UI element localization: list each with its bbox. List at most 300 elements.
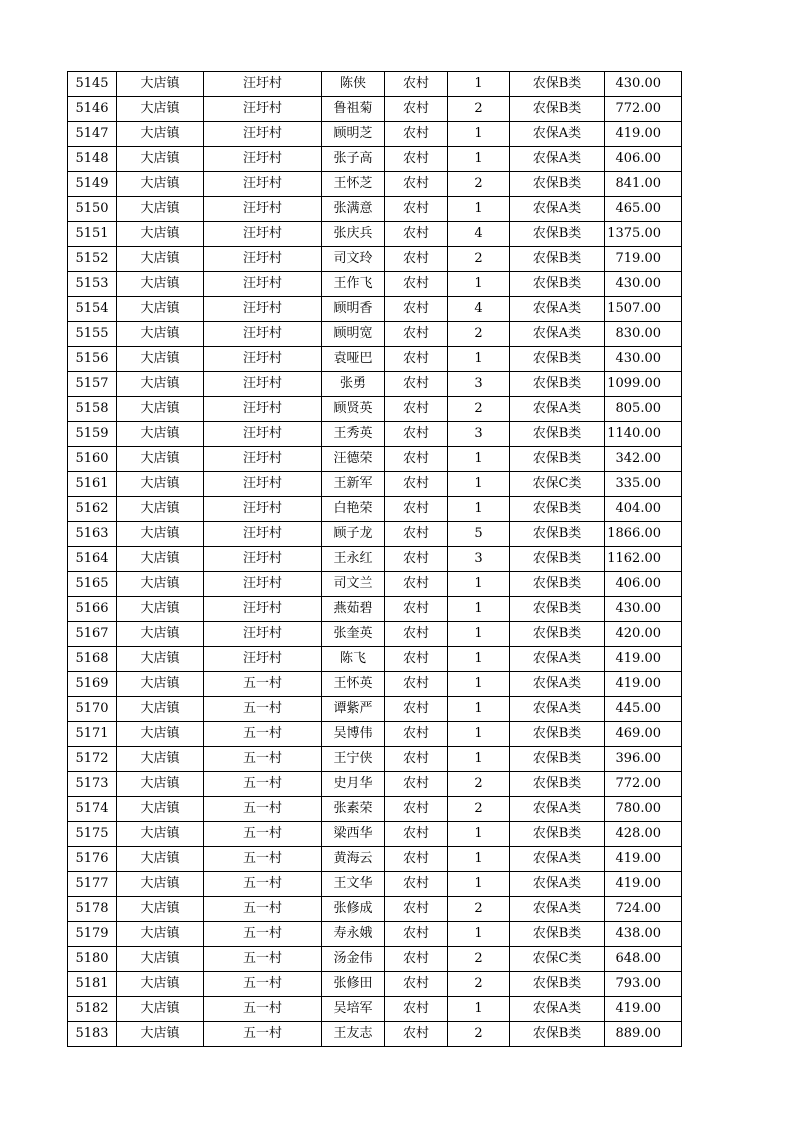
table-row bbox=[68, 772, 682, 797]
amount-cell: 780.00 bbox=[605, 797, 682, 822]
amount-cell: 396.00 bbox=[605, 747, 682, 772]
name-cell: 吴博伟 bbox=[322, 722, 385, 747]
member-count-cell: 1 bbox=[448, 472, 510, 497]
town-cell: 大店镇 bbox=[117, 597, 204, 622]
row-number-cell: 5174 bbox=[68, 797, 117, 822]
table-row bbox=[68, 972, 682, 997]
row-number-cell: 5177 bbox=[68, 872, 117, 897]
amount-cell: 335.00 bbox=[605, 472, 682, 497]
household-type-cell: 农村 bbox=[385, 922, 448, 947]
insurance-category-cell: 农保B类 bbox=[510, 72, 605, 97]
household-type-cell: 农村 bbox=[385, 547, 448, 572]
table-row bbox=[68, 147, 682, 172]
village-cell: 五一村 bbox=[204, 997, 322, 1022]
row-number-cell: 5180 bbox=[68, 947, 117, 972]
row-number-cell: 5167 bbox=[68, 622, 117, 647]
name-cell: 顾明宽 bbox=[322, 322, 385, 347]
town-cell: 大店镇 bbox=[117, 622, 204, 647]
town-cell: 大店镇 bbox=[117, 522, 204, 547]
household-type-cell: 农村 bbox=[385, 447, 448, 472]
household-type-cell: 农村 bbox=[385, 897, 448, 922]
table-row bbox=[68, 297, 682, 322]
insurance-category-cell: 农保A类 bbox=[510, 872, 605, 897]
amount-cell: 419.00 bbox=[605, 122, 682, 147]
row-number-cell: 5162 bbox=[68, 497, 117, 522]
village-cell: 五一村 bbox=[204, 972, 322, 997]
name-cell: 司文玲 bbox=[322, 247, 385, 272]
village-cell: 汪圩村 bbox=[204, 297, 322, 322]
insurance-category-cell: 农保A类 bbox=[510, 647, 605, 672]
member-count-cell: 1 bbox=[448, 72, 510, 97]
name-cell: 陈飞 bbox=[322, 647, 385, 672]
row-number-cell: 5176 bbox=[68, 847, 117, 872]
village-cell: 汪圩村 bbox=[204, 547, 322, 572]
town-cell: 大店镇 bbox=[117, 947, 204, 972]
member-count-cell: 1 bbox=[448, 747, 510, 772]
row-number-cell: 5166 bbox=[68, 597, 117, 622]
table-row bbox=[68, 522, 682, 547]
town-cell: 大店镇 bbox=[117, 247, 204, 272]
amount-cell: 1375.00 bbox=[605, 222, 682, 247]
insurance-category-cell: 农保C类 bbox=[510, 472, 605, 497]
amount-cell: 438.00 bbox=[605, 922, 682, 947]
table-row bbox=[68, 847, 682, 872]
village-cell: 五一村 bbox=[204, 1022, 322, 1047]
row-number-cell: 5146 bbox=[68, 97, 117, 122]
table-row bbox=[68, 572, 682, 597]
village-cell: 汪圩村 bbox=[204, 322, 322, 347]
table-row bbox=[68, 447, 682, 472]
table-row bbox=[68, 647, 682, 672]
town-cell: 大店镇 bbox=[117, 722, 204, 747]
amount-cell: 841.00 bbox=[605, 172, 682, 197]
member-count-cell: 1 bbox=[448, 147, 510, 172]
town-cell: 大店镇 bbox=[117, 422, 204, 447]
member-count-cell: 1 bbox=[448, 122, 510, 147]
household-type-cell: 农村 bbox=[385, 1022, 448, 1047]
amount-cell: 430.00 bbox=[605, 347, 682, 372]
town-cell: 大店镇 bbox=[117, 447, 204, 472]
town-cell: 大店镇 bbox=[117, 372, 204, 397]
member-count-cell: 2 bbox=[448, 772, 510, 797]
village-cell: 汪圩村 bbox=[204, 522, 322, 547]
amount-cell: 1507.00 bbox=[605, 297, 682, 322]
row-number-cell: 5148 bbox=[68, 147, 117, 172]
insurance-category-cell: 农保B类 bbox=[510, 597, 605, 622]
insurance-category-cell: 农保B类 bbox=[510, 497, 605, 522]
town-cell: 大店镇 bbox=[117, 772, 204, 797]
insurance-category-cell: 农保B类 bbox=[510, 747, 605, 772]
insurance-category-cell: 农保B类 bbox=[510, 547, 605, 572]
amount-cell: 772.00 bbox=[605, 772, 682, 797]
village-cell: 五一村 bbox=[204, 947, 322, 972]
name-cell: 王新军 bbox=[322, 472, 385, 497]
household-type-cell: 农村 bbox=[385, 222, 448, 247]
village-cell: 汪圩村 bbox=[204, 172, 322, 197]
town-cell: 大店镇 bbox=[117, 397, 204, 422]
amount-cell: 430.00 bbox=[605, 272, 682, 297]
name-cell: 王怀英 bbox=[322, 672, 385, 697]
name-cell: 袁哑巴 bbox=[322, 347, 385, 372]
insurance-category-cell: 农保B类 bbox=[510, 97, 605, 122]
village-cell: 五一村 bbox=[204, 822, 322, 847]
household-type-cell: 农村 bbox=[385, 97, 448, 122]
member-count-cell: 1 bbox=[448, 572, 510, 597]
row-number-cell: 5179 bbox=[68, 922, 117, 947]
amount-cell: 719.00 bbox=[605, 247, 682, 272]
insurance-category-cell: 农保A类 bbox=[510, 147, 605, 172]
village-cell: 汪圩村 bbox=[204, 122, 322, 147]
household-type-cell: 农村 bbox=[385, 247, 448, 272]
member-count-cell: 2 bbox=[448, 1022, 510, 1047]
member-count-cell: 2 bbox=[448, 972, 510, 997]
name-cell: 张奎英 bbox=[322, 622, 385, 647]
amount-cell: 805.00 bbox=[605, 397, 682, 422]
row-number-cell: 5156 bbox=[68, 347, 117, 372]
insurance-category-cell: 农保A类 bbox=[510, 997, 605, 1022]
town-cell: 大店镇 bbox=[117, 972, 204, 997]
amount-cell: 419.00 bbox=[605, 847, 682, 872]
row-number-cell: 5159 bbox=[68, 422, 117, 447]
member-count-cell: 5 bbox=[448, 522, 510, 547]
row-number-cell: 5149 bbox=[68, 172, 117, 197]
town-cell: 大店镇 bbox=[117, 647, 204, 672]
table-row bbox=[68, 422, 682, 447]
insurance-category-cell: 农保A类 bbox=[510, 697, 605, 722]
name-cell: 张庆兵 bbox=[322, 222, 385, 247]
household-type-cell: 农村 bbox=[385, 172, 448, 197]
town-cell: 大店镇 bbox=[117, 872, 204, 897]
name-cell: 王文华 bbox=[322, 872, 385, 897]
town-cell: 大店镇 bbox=[117, 222, 204, 247]
town-cell: 大店镇 bbox=[117, 322, 204, 347]
member-count-cell: 1 bbox=[448, 497, 510, 522]
member-count-cell: 1 bbox=[448, 622, 510, 647]
member-count-cell: 1 bbox=[448, 997, 510, 1022]
amount-cell: 419.00 bbox=[605, 672, 682, 697]
table-row bbox=[68, 947, 682, 972]
town-cell: 大店镇 bbox=[117, 497, 204, 522]
row-number-cell: 5182 bbox=[68, 997, 117, 1022]
town-cell: 大店镇 bbox=[117, 547, 204, 572]
row-number-cell: 5151 bbox=[68, 222, 117, 247]
table-row bbox=[68, 547, 682, 572]
household-type-cell: 农村 bbox=[385, 997, 448, 1022]
household-type-cell: 农村 bbox=[385, 397, 448, 422]
name-cell: 张满意 bbox=[322, 197, 385, 222]
amount-cell: 830.00 bbox=[605, 322, 682, 347]
table-row bbox=[68, 472, 682, 497]
town-cell: 大店镇 bbox=[117, 272, 204, 297]
amount-cell: 428.00 bbox=[605, 822, 682, 847]
amount-cell: 1099.00 bbox=[605, 372, 682, 397]
insurance-category-cell: 农保A类 bbox=[510, 672, 605, 697]
amount-cell: 419.00 bbox=[605, 997, 682, 1022]
household-type-cell: 农村 bbox=[385, 297, 448, 322]
row-number-cell: 5168 bbox=[68, 647, 117, 672]
village-cell: 五一村 bbox=[204, 897, 322, 922]
member-count-cell: 1 bbox=[448, 672, 510, 697]
member-count-cell: 1 bbox=[448, 447, 510, 472]
town-cell: 大店镇 bbox=[117, 922, 204, 947]
town-cell: 大店镇 bbox=[117, 822, 204, 847]
insurance-category-cell: 农保A类 bbox=[510, 322, 605, 347]
insurance-category-cell: 农保B类 bbox=[510, 372, 605, 397]
village-cell: 汪圩村 bbox=[204, 597, 322, 622]
village-cell: 汪圩村 bbox=[204, 347, 322, 372]
member-count-cell: 4 bbox=[448, 297, 510, 322]
member-count-cell: 2 bbox=[448, 172, 510, 197]
insurance-category-cell: 农保B类 bbox=[510, 922, 605, 947]
amount-cell: 406.00 bbox=[605, 147, 682, 172]
town-cell: 大店镇 bbox=[117, 1022, 204, 1047]
village-cell: 五一村 bbox=[204, 797, 322, 822]
amount-cell: 430.00 bbox=[605, 72, 682, 97]
village-cell: 五一村 bbox=[204, 722, 322, 747]
name-cell: 王秀英 bbox=[322, 422, 385, 447]
name-cell: 司文兰 bbox=[322, 572, 385, 597]
household-type-cell: 农村 bbox=[385, 147, 448, 172]
row-number-cell: 5164 bbox=[68, 547, 117, 572]
row-number-cell: 5158 bbox=[68, 397, 117, 422]
amount-cell: 465.00 bbox=[605, 197, 682, 222]
household-type-cell: 农村 bbox=[385, 622, 448, 647]
household-type-cell: 农村 bbox=[385, 697, 448, 722]
household-type-cell: 农村 bbox=[385, 672, 448, 697]
member-count-cell: 2 bbox=[448, 97, 510, 122]
member-count-cell: 3 bbox=[448, 422, 510, 447]
member-count-cell: 2 bbox=[448, 247, 510, 272]
member-count-cell: 2 bbox=[448, 797, 510, 822]
insurance-category-cell: 农保A类 bbox=[510, 297, 605, 322]
insurance-category-cell: 农保A类 bbox=[510, 897, 605, 922]
insurance-category-cell: 农保B类 bbox=[510, 347, 605, 372]
amount-cell: 724.00 bbox=[605, 897, 682, 922]
household-type-cell: 农村 bbox=[385, 647, 448, 672]
village-cell: 汪圩村 bbox=[204, 447, 322, 472]
table-row bbox=[68, 122, 682, 147]
member-count-cell: 2 bbox=[448, 397, 510, 422]
household-type-cell: 农村 bbox=[385, 722, 448, 747]
household-type-cell: 农村 bbox=[385, 272, 448, 297]
table-row bbox=[68, 397, 682, 422]
village-cell: 汪圩村 bbox=[204, 97, 322, 122]
village-cell: 汪圩村 bbox=[204, 272, 322, 297]
member-count-cell: 2 bbox=[448, 947, 510, 972]
insurance-category-cell: 农保C类 bbox=[510, 947, 605, 972]
insurance-category-cell: 农保A类 bbox=[510, 197, 605, 222]
row-number-cell: 5147 bbox=[68, 122, 117, 147]
insurance-category-cell: 农保B类 bbox=[510, 172, 605, 197]
name-cell: 汪德荣 bbox=[322, 447, 385, 472]
insurance-category-cell: 农保B类 bbox=[510, 822, 605, 847]
village-cell: 汪圩村 bbox=[204, 647, 322, 672]
table-body bbox=[68, 72, 682, 1047]
household-type-cell: 农村 bbox=[385, 72, 448, 97]
town-cell: 大店镇 bbox=[117, 897, 204, 922]
amount-cell: 648.00 bbox=[605, 947, 682, 972]
amount-cell: 772.00 bbox=[605, 97, 682, 122]
insurance-category-cell: 农保B类 bbox=[510, 522, 605, 547]
household-type-cell: 农村 bbox=[385, 472, 448, 497]
town-cell: 大店镇 bbox=[117, 697, 204, 722]
table-row bbox=[68, 672, 682, 697]
row-number-cell: 5157 bbox=[68, 372, 117, 397]
insurance-category-cell: 农保B类 bbox=[510, 447, 605, 472]
insurance-category-cell: 农保B类 bbox=[510, 1022, 605, 1047]
name-cell: 王友志 bbox=[322, 1022, 385, 1047]
name-cell: 谭紫严 bbox=[322, 697, 385, 722]
town-cell: 大店镇 bbox=[117, 847, 204, 872]
household-type-cell: 农村 bbox=[385, 597, 448, 622]
member-count-cell: 4 bbox=[448, 222, 510, 247]
row-number-cell: 5163 bbox=[68, 522, 117, 547]
household-type-cell: 农村 bbox=[385, 947, 448, 972]
insurance-category-cell: 农保B类 bbox=[510, 972, 605, 997]
household-type-cell: 农村 bbox=[385, 747, 448, 772]
table-row bbox=[68, 72, 682, 97]
town-cell: 大店镇 bbox=[117, 997, 204, 1022]
member-count-cell: 1 bbox=[448, 197, 510, 222]
amount-cell: 469.00 bbox=[605, 722, 682, 747]
member-count-cell: 1 bbox=[448, 722, 510, 747]
name-cell: 王作飞 bbox=[322, 272, 385, 297]
village-cell: 汪圩村 bbox=[204, 472, 322, 497]
name-cell: 张修田 bbox=[322, 972, 385, 997]
amount-cell: 1140.00 bbox=[605, 422, 682, 447]
amount-cell: 419.00 bbox=[605, 647, 682, 672]
insurance-category-cell: 农保A类 bbox=[510, 397, 605, 422]
name-cell: 顾明香 bbox=[322, 297, 385, 322]
member-count-cell: 3 bbox=[448, 372, 510, 397]
row-number-cell: 5150 bbox=[68, 197, 117, 222]
row-number-cell: 5153 bbox=[68, 272, 117, 297]
assistance-table bbox=[67, 71, 682, 1047]
household-type-cell: 农村 bbox=[385, 972, 448, 997]
household-type-cell: 农村 bbox=[385, 347, 448, 372]
row-number-cell: 5155 bbox=[68, 322, 117, 347]
town-cell: 大店镇 bbox=[117, 472, 204, 497]
member-count-cell: 3 bbox=[448, 547, 510, 572]
name-cell: 汤金伟 bbox=[322, 947, 385, 972]
insurance-category-cell: 农保B类 bbox=[510, 272, 605, 297]
name-cell: 黄海云 bbox=[322, 847, 385, 872]
village-cell: 五一村 bbox=[204, 697, 322, 722]
name-cell: 顾贤英 bbox=[322, 397, 385, 422]
household-type-cell: 农村 bbox=[385, 122, 448, 147]
name-cell: 王永红 bbox=[322, 547, 385, 572]
town-cell: 大店镇 bbox=[117, 672, 204, 697]
name-cell: 王宁侠 bbox=[322, 747, 385, 772]
table-row bbox=[68, 722, 682, 747]
name-cell: 史月华 bbox=[322, 772, 385, 797]
member-count-cell: 1 bbox=[448, 922, 510, 947]
row-number-cell: 5165 bbox=[68, 572, 117, 597]
row-number-cell: 5169 bbox=[68, 672, 117, 697]
member-count-cell: 1 bbox=[448, 822, 510, 847]
table-row bbox=[68, 997, 682, 1022]
village-cell: 汪圩村 bbox=[204, 572, 322, 597]
village-cell: 汪圩村 bbox=[204, 72, 322, 97]
amount-cell: 419.00 bbox=[605, 872, 682, 897]
member-count-cell: 2 bbox=[448, 897, 510, 922]
table-row bbox=[68, 622, 682, 647]
row-number-cell: 5181 bbox=[68, 972, 117, 997]
village-cell: 汪圩村 bbox=[204, 497, 322, 522]
village-cell: 汪圩村 bbox=[204, 397, 322, 422]
table-row bbox=[68, 197, 682, 222]
name-cell: 鲁祖菊 bbox=[322, 97, 385, 122]
amount-cell: 1866.00 bbox=[605, 522, 682, 547]
name-cell: 张修成 bbox=[322, 897, 385, 922]
household-type-cell: 农村 bbox=[385, 422, 448, 447]
amount-cell: 420.00 bbox=[605, 622, 682, 647]
town-cell: 大店镇 bbox=[117, 747, 204, 772]
table-row bbox=[68, 872, 682, 897]
village-cell: 五一村 bbox=[204, 872, 322, 897]
insurance-category-cell: 农保B类 bbox=[510, 622, 605, 647]
town-cell: 大店镇 bbox=[117, 797, 204, 822]
name-cell: 陈侠 bbox=[322, 72, 385, 97]
member-count-cell: 1 bbox=[448, 347, 510, 372]
table-row bbox=[68, 747, 682, 772]
amount-cell: 445.00 bbox=[605, 697, 682, 722]
town-cell: 大店镇 bbox=[117, 297, 204, 322]
amount-cell: 793.00 bbox=[605, 972, 682, 997]
insurance-category-cell: 农保B类 bbox=[510, 222, 605, 247]
village-cell: 五一村 bbox=[204, 672, 322, 697]
household-type-cell: 农村 bbox=[385, 522, 448, 547]
member-count-cell: 2 bbox=[448, 322, 510, 347]
table-row bbox=[68, 222, 682, 247]
insurance-category-cell: 农保B类 bbox=[510, 772, 605, 797]
household-type-cell: 农村 bbox=[385, 797, 448, 822]
table-row bbox=[68, 497, 682, 522]
household-type-cell: 农村 bbox=[385, 497, 448, 522]
household-type-cell: 农村 bbox=[385, 322, 448, 347]
table-row bbox=[68, 347, 682, 372]
row-number-cell: 5154 bbox=[68, 297, 117, 322]
name-cell: 张子高 bbox=[322, 147, 385, 172]
name-cell: 梁西华 bbox=[322, 822, 385, 847]
name-cell: 白艳荣 bbox=[322, 497, 385, 522]
village-cell: 汪圩村 bbox=[204, 372, 322, 397]
village-cell: 五一村 bbox=[204, 922, 322, 947]
amount-cell: 342.00 bbox=[605, 447, 682, 472]
name-cell: 吴培军 bbox=[322, 997, 385, 1022]
village-cell: 五一村 bbox=[204, 747, 322, 772]
town-cell: 大店镇 bbox=[117, 122, 204, 147]
table-row bbox=[68, 272, 682, 297]
table-row bbox=[68, 172, 682, 197]
village-cell: 汪圩村 bbox=[204, 247, 322, 272]
table-row bbox=[68, 322, 682, 347]
name-cell: 张勇 bbox=[322, 372, 385, 397]
name-cell: 张素荣 bbox=[322, 797, 385, 822]
member-count-cell: 1 bbox=[448, 872, 510, 897]
member-count-cell: 1 bbox=[448, 697, 510, 722]
household-type-cell: 农村 bbox=[385, 372, 448, 397]
row-number-cell: 5175 bbox=[68, 822, 117, 847]
row-number-cell: 5145 bbox=[68, 72, 117, 97]
village-cell: 五一村 bbox=[204, 847, 322, 872]
row-number-cell: 5183 bbox=[68, 1022, 117, 1047]
insurance-category-cell: 农保B类 bbox=[510, 572, 605, 597]
table-row bbox=[68, 247, 682, 272]
insurance-category-cell: 农保A类 bbox=[510, 797, 605, 822]
row-number-cell: 5170 bbox=[68, 697, 117, 722]
household-type-cell: 农村 bbox=[385, 572, 448, 597]
